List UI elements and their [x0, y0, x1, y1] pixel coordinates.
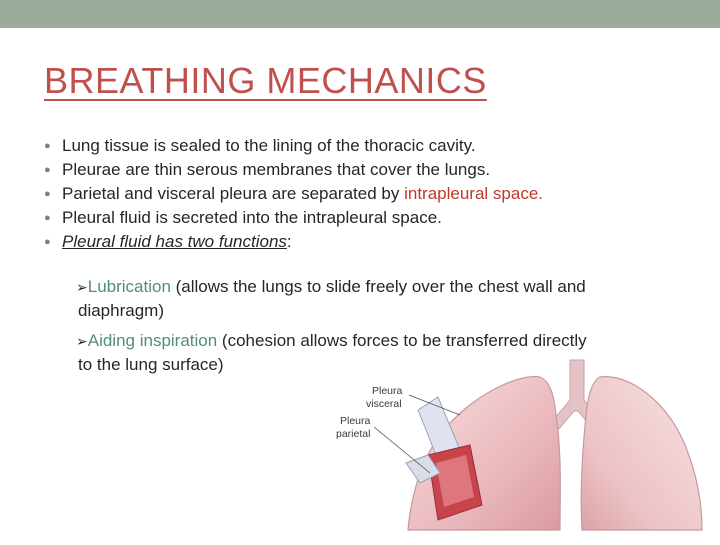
arrow-bullet-icon: ➢	[76, 333, 88, 349]
intrapleural-space-highlight: intrapleural space.	[404, 184, 544, 203]
slide-title: BREATHING MECHANICS	[44, 60, 487, 101]
bullet-text: Parietal and visceral pleura are separated by	[62, 184, 405, 203]
sub-bullet-lubrication	[62, 275, 682, 322]
bullet-item	[44, 182, 684, 206]
bullet-list	[44, 134, 684, 254]
bullet-dot-icon: ●	[44, 236, 51, 248]
bullet-item	[44, 230, 684, 254]
bullet-text: Pleurae are thin serous membranes that cover the lungs.	[62, 160, 491, 179]
bullet-dot-icon: ●	[44, 164, 51, 176]
sub-bullet-text: (cohesion allows forces to be transferred directly	[217, 331, 587, 350]
top-bar	[0, 0, 720, 28]
pleura-visceral-label: Pleura	[372, 385, 403, 397]
bullet-dot-icon: ●	[44, 140, 51, 152]
lubrication-highlight: Lubrication	[87, 277, 171, 296]
bullet-dot-icon: ●	[44, 188, 51, 200]
bullet-item	[44, 134, 684, 158]
arrow-bullet-icon: ➢	[76, 279, 88, 295]
sub-bullet-continuation: diaphragm)	[78, 301, 164, 320]
bullet-dot-icon: ●	[44, 212, 51, 224]
pleura-visceral-label: visceral	[366, 398, 402, 410]
lung-pleura-diagram	[310, 355, 710, 545]
bullet-text: Lung tissue is sealed to the lining of the thoracic cavity.	[62, 136, 476, 155]
bullet-item	[44, 158, 684, 182]
pleura-parietal-label: parietal	[336, 428, 371, 440]
sub-bullet-continuation: to the lung surface)	[78, 355, 224, 374]
two-functions-heading: Pleural fluid has two functions	[62, 232, 287, 251]
bullet-text: Pleural fluid is secreted into the intrapleural space.	[62, 208, 442, 227]
pleura-parietal-label: Pleura	[340, 415, 371, 427]
aiding-inspiration-highlight: Aiding inspiration	[87, 331, 218, 350]
bullet-item	[44, 206, 684, 230]
lungs-illustration	[310, 355, 710, 540]
bullet-suffix: :	[286, 232, 292, 251]
sub-bullet-text: (allows the lungs to slide freely over the chest wall and	[170, 277, 586, 296]
